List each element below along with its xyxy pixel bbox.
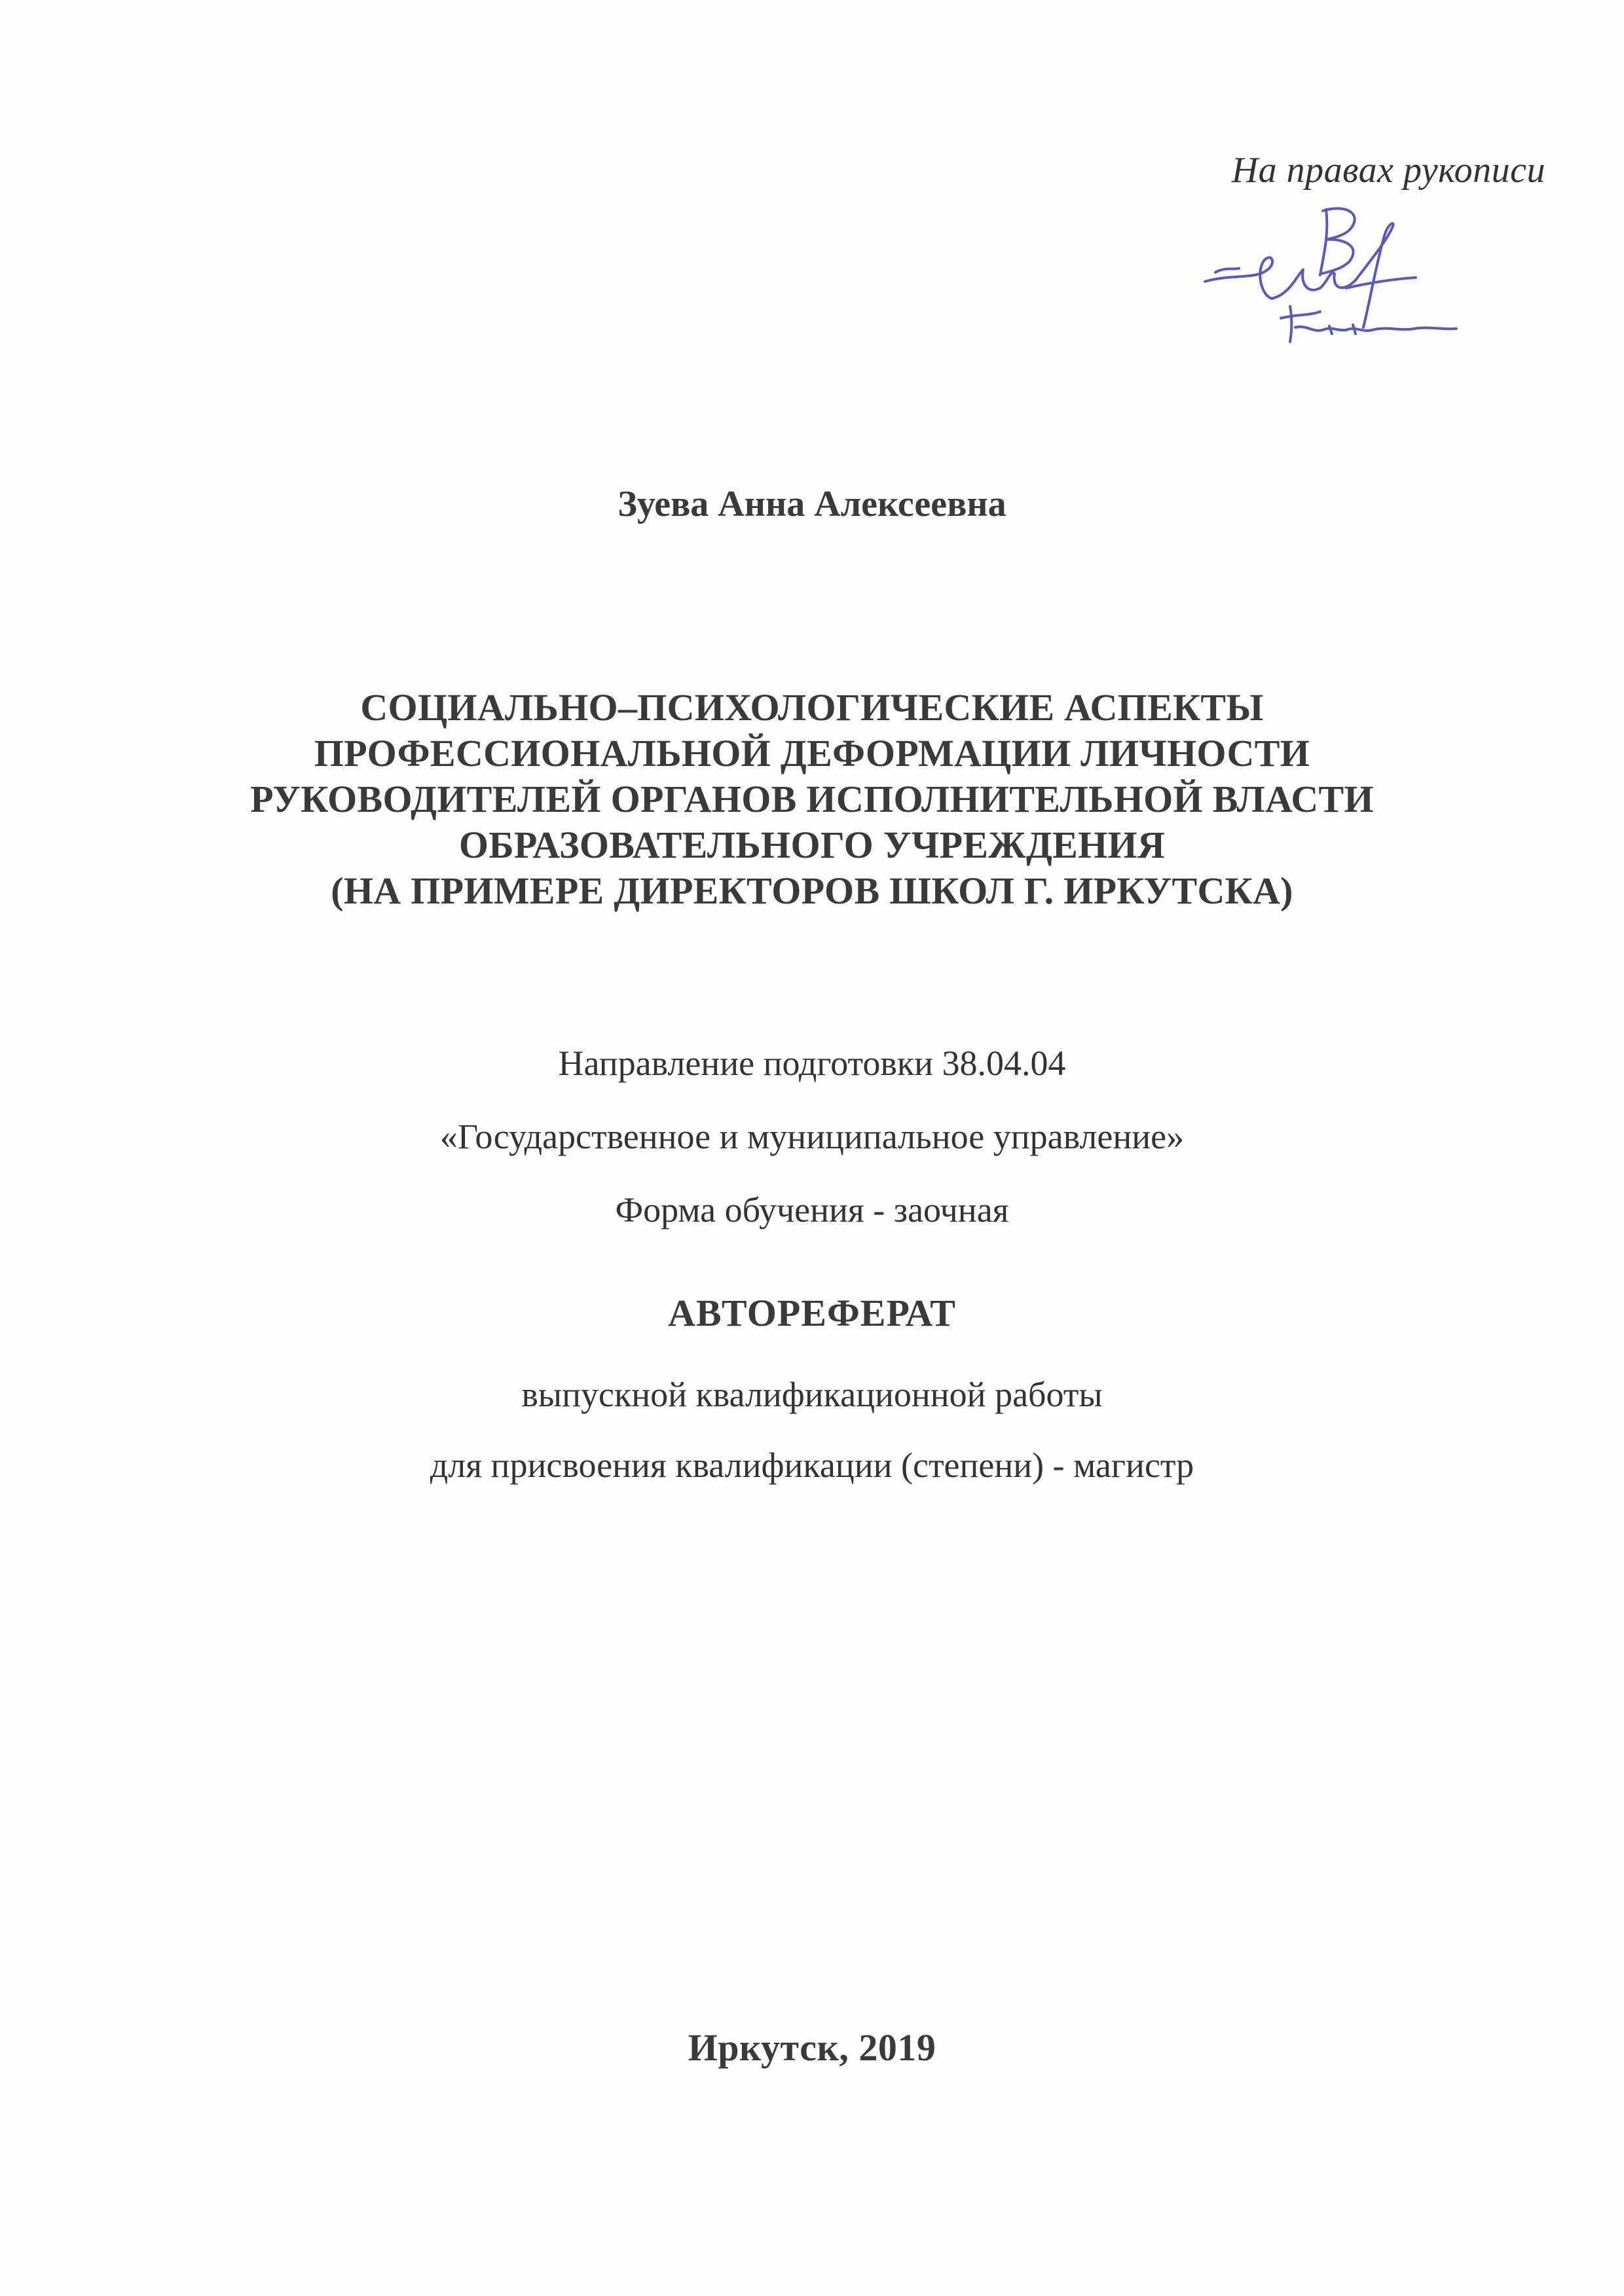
thesis-title: [0, 685, 1624, 914]
place-and-year: Иркутск, 2019: [688, 2026, 936, 2069]
program-direction: Направление подготовки 38.04.04: [558, 1044, 1066, 1083]
thesis-title-line: (НА ПРИМЕРЕ ДИРЕКТОРОВ ШКОЛ Г. ИРКУТСКА): [331, 869, 1293, 912]
manuscript-note: На правах рукописи: [1231, 150, 1545, 191]
abstract-line-work: выпускной квалификационной работы: [521, 1375, 1103, 1414]
abstract-description: [0, 1359, 1624, 1501]
thesis-title-line: ПРОФЕССИОНАЛЬНОЙ ДЕФОРМАЦИИ ЛИЧНОСТИ: [314, 732, 1310, 774]
abstract-heading: АВТОРЕФЕРАТ: [668, 1292, 956, 1334]
author-name: Зуева Анна Алексеевна: [618, 484, 1006, 524]
thesis-title-line: РУКОВОДИТЕЛЕЙ ОРГАНОВ ИСПОЛНИТЕЛЬНОЙ ВЛАСТИ: [250, 778, 1374, 820]
abstract-line-degree: для присвоения квалификации (степени) - магистр: [430, 1446, 1194, 1485]
program-study-form: Форма обучения - заочная: [615, 1190, 1009, 1230]
handwritten-signature: [1192, 196, 1467, 347]
program-specialty: «Государственное и муниципальное управление»: [439, 1117, 1185, 1156]
thesis-title-line: ОБРАЗОВАТЕЛЬНОГО УЧРЕЖДЕНИЯ: [458, 824, 1166, 866]
thesis-title-line: СОЦИАЛЬНО–ПСИХОЛОГИЧЕСКИЕ АСПЕКТЫ: [360, 686, 1264, 729]
program-info: [0, 1027, 1624, 1247]
